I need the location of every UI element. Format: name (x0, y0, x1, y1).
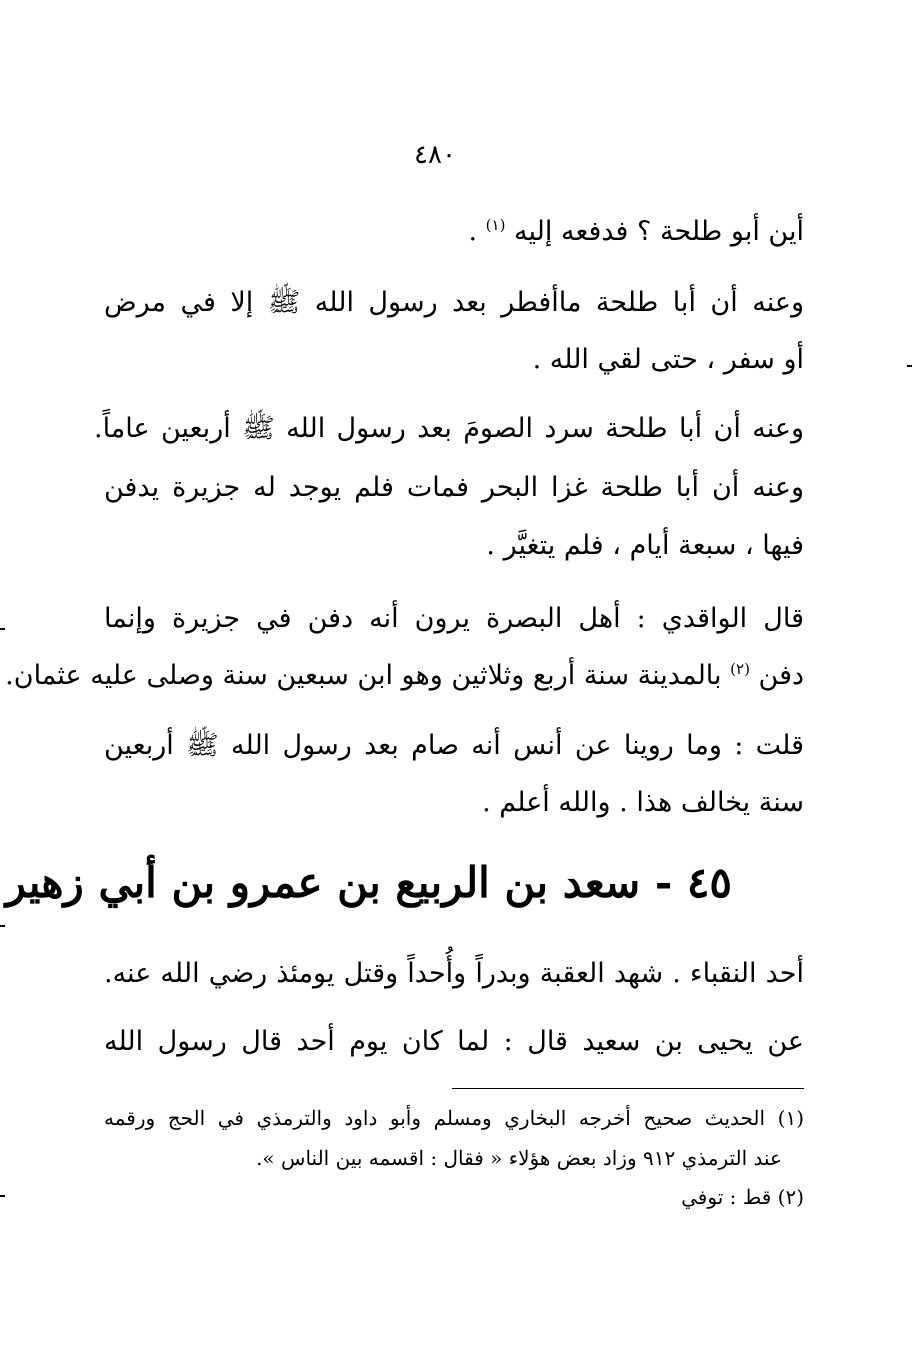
section-heading: ٤٥ - سعد بن الربيع بن عمرو بن أبي زهير (5, 858, 732, 907)
text-line-8-start: دفن (758, 660, 804, 691)
footnote-ref-1: (١) (485, 216, 506, 234)
footnote-ref-2: (٢) (730, 660, 750, 678)
text-line-9: قلت : وما روينا عن أنس أنه صام بعد رسول الله ﷺ أربعين (104, 730, 804, 761)
footnote-1: (١) الحديث صحيح أخرجه البخاري ومسلم وأبو داود والترمذي في الحج ورقمه (104, 1106, 804, 1130)
text-line-8-rest: بالمدينة سنة أربع وثلاثين وهو ابن سبعين سنة وصلى عليه عثمان. (5, 660, 722, 691)
text-line-4: وعنه أن أبا طلحة سرد الصومَ بعد رسول الله ﷺ أربعين عاماً. (94, 413, 804, 444)
text-line-1-main: أين أبو طلحة ؟ فدفعه إليه (514, 216, 804, 247)
text-line-1-end: . (468, 216, 478, 247)
text-line-6: فيها ، سبعة أيام ، فلم يتغيَّر . (486, 530, 804, 561)
text-line-11: أحد النقباء . شهد العقبة وبدراً وأُحداً وقتل يومئذ رضي الله عنه. (104, 958, 804, 989)
text-line-3: أو سفر ، حتى لقي الله . (532, 344, 804, 375)
text-line-10: سنة يخالف هذا . والله أعلم . (482, 787, 804, 818)
scan-margin-mark (0, 925, 5, 927)
footnote-2: (٢) قط : توفي (681, 1185, 804, 1209)
footnote-separator (452, 1088, 804, 1089)
text-line-8 (5, 660, 804, 692)
text-line-7: قال الواقدي : أهل البصرة يرون أنه دفن في جزيرة وإنما (104, 603, 804, 634)
page-number: ٤٨٠ (414, 140, 456, 170)
text-line-2: وعنه أن أبا طلحة ماأفطر بعد رسول الله ﷺ إلا في مرض (104, 287, 804, 318)
scan-margin-mark (907, 365, 912, 367)
footnote-1-continued: عند الترمذي ٩١٢ وزاد بعض هؤلاء « فقال : اقسمه بين الناس ». (256, 1146, 782, 1170)
text-line-12: عن يحيى بن سعيد قال : لما كان يوم أحد قال رسول الله (104, 1026, 804, 1057)
scan-margin-mark (0, 1195, 5, 1197)
text-line-1 (104, 216, 804, 248)
text-line-5: وعنه أن أبا طلحة غزا البحر فمات فلم يوجد له جزيرة يدفن (104, 472, 804, 503)
scan-margin-mark (0, 628, 5, 630)
